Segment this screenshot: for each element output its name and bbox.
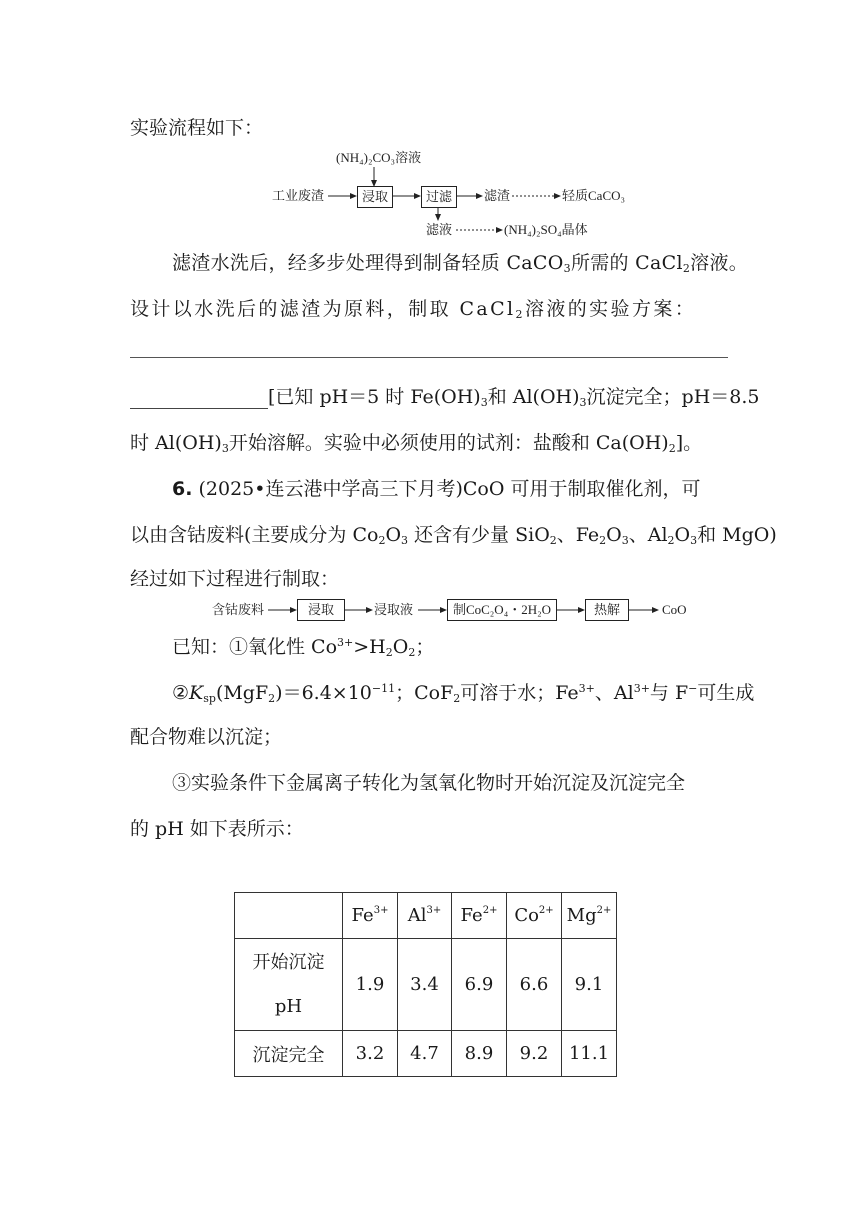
product2-label: (NH₄)₂SO₄晶体: [504, 222, 588, 237]
filtrate-label: 滤液: [426, 222, 453, 237]
p1-line4: [已知 pH＝5 时 $Fe(OH)_3$和 $Al(OH)_3$沉淀完全；pH＝8.5: [130, 385, 759, 409]
leachate-label: 浸取液: [374, 602, 414, 617]
table-cell: 9.2: [507, 1031, 562, 1077]
table-row: [235, 939, 617, 1031]
table-row: [235, 1031, 617, 1077]
filter-box: 过滤: [421, 186, 457, 208]
table-cell: 11.1: [562, 1031, 617, 1077]
table-corner-cell: [235, 893, 343, 939]
q6-line1: 6. (2025•连云港中学高三下月考)CoO 可用于制取催化剂，可: [172, 478, 701, 500]
table-cell: 1.9: [343, 939, 398, 1031]
leach2-box: 浸取: [297, 599, 345, 621]
pyrolysis-box: 热解: [585, 599, 629, 621]
question-number: 6.: [172, 478, 193, 500]
flowchart-2: [210, 598, 700, 624]
q6-line3: 经过如下过程进行制取：: [130, 568, 340, 590]
header-co2: $Co^{2+}$: [507, 893, 562, 939]
p1-line5: 时 $Al(OH)_3$开始溶解。实验中必须使用的试剂：盐酸和 $Ca(OH)_2$]。: [130, 432, 703, 455]
header-fe2: $Fe^{2+}$: [452, 893, 507, 939]
cobalt-waste-label: 含钴废料: [212, 602, 265, 617]
intro-text: 实验流程如下：: [130, 117, 264, 139]
start-label: 工业废渣: [272, 188, 325, 203]
table-cell: 6.9: [452, 939, 507, 1031]
table-cell: 4.7: [398, 1031, 452, 1077]
known-3: 配合物难以沉淀；: [130, 726, 283, 748]
row-label-start: 开始沉淀 pH: [235, 939, 343, 1031]
p1-line1: 滤渣水洗后，经多步处理得到制备轻质 CaCO$_3$所需的 CaCl$_2$溶液。: [172, 252, 749, 275]
table-cell: 3.4: [398, 939, 452, 1031]
header-fe3: $Fe^{3+}$: [343, 893, 398, 939]
table-cell: 6.6: [507, 939, 562, 1031]
table-cell: 9.1: [562, 939, 617, 1031]
answer-blank-short[interactable]: [130, 388, 268, 409]
q6-line2: 以由含钴废料(主要成分为 $Co_2O_3$ 还含有少量 SiO$_2$、$Fe_2O_3$、$Al_2O_3$和 MgO): [130, 524, 777, 547]
known-5: 的 pH 如下表所示：: [130, 818, 304, 840]
row-label-complete: 沉淀完全: [235, 1031, 343, 1077]
ph-table: [234, 892, 617, 1077]
leach-box: 浸取: [357, 186, 393, 208]
product1-label: 轻质CaCO₃: [562, 188, 626, 203]
known-4: ③实验条件下金属离子转化为氢氧化物时开始沉淀及沉淀完全: [172, 772, 686, 794]
table-cell: 3.2: [343, 1031, 398, 1077]
make-oxalate-box: 制CoC₂O₄・2H₂O: [447, 599, 557, 621]
known-2: $②K_{sp}(MgF_2)=6.4\times 10^{-11}$；CoF$_2$可溶于水；$Fe^{3+}$、$Al^{3+}$与 F−可生成: [172, 682, 755, 705]
flowchart-1: [270, 148, 640, 244]
table-cell: 8.9: [452, 1031, 507, 1077]
header-mg2: $Mg^{2+}$: [562, 893, 617, 939]
table-header-row: [235, 893, 617, 939]
answer-blank-line[interactable]: [130, 357, 728, 358]
p1-line2: 设计以水洗后的滤渣为原料，制取 CaCl$_2$溶液的实验方案：: [130, 298, 697, 321]
known-1: 已知：①氧化性 $Co^{3+}>H_2O_2$；: [172, 636, 435, 659]
reagent-label: (NH₄)₂CO₃溶液: [336, 150, 422, 165]
residue-label: 滤渣: [484, 188, 511, 203]
header-al3: $Al^{3+}$: [398, 893, 452, 939]
coo-label: CoO: [662, 602, 687, 617]
